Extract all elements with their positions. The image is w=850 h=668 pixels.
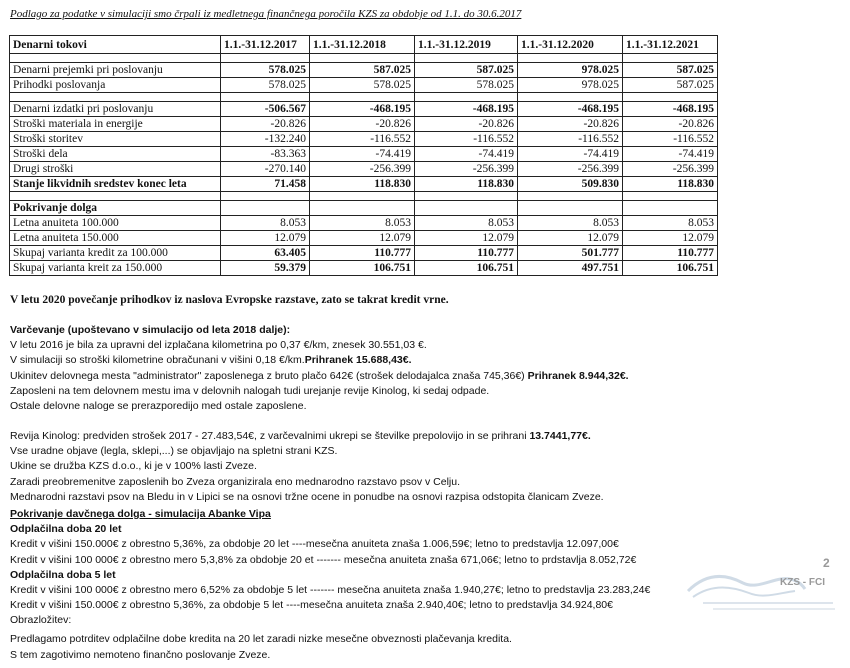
row-value: 8.053 (518, 216, 623, 231)
row-value: 12.079 (221, 231, 310, 246)
row-value: 12.079 (415, 231, 518, 246)
table-row (10, 216, 718, 231)
reason-line-1: Predlagamo potrditev odplačilne dobe kredita na 20 let zaradi nizke mesečne obveznosti plačevanja kredita. (10, 633, 512, 645)
spacer-cell (623, 93, 718, 102)
loans-period-20: Odplačilna doba 20 let (10, 523, 122, 536)
spacer-cell (221, 54, 310, 63)
spacer-cell (415, 93, 518, 102)
row-label: Pokrivanje dolga (10, 201, 221, 216)
revija-section (10, 429, 604, 505)
revija-line-3: Ukine se družba KZS d.o.o., ki je v 100% lasti Zveze. (10, 460, 257, 473)
spacer-row (10, 54, 718, 63)
revija-line-2: Vse uradne objave (legla, sklepi,...) se objavljajo na spletni strani KZS. (10, 445, 338, 458)
row-value: 578.025 (415, 78, 518, 93)
row-value: -74.419 (623, 147, 718, 162)
spacer-cell (623, 54, 718, 63)
row-value: -256.399 (623, 162, 718, 177)
spacer-cell (310, 93, 415, 102)
savings-saving-mileage: Prihranek 15.688,43€. (304, 354, 412, 367)
row-value: 509.830 (518, 177, 623, 192)
row-value: 106.751 (310, 261, 415, 276)
loan-line-4: Kredit v višini 150.000€ z obrestno 5,36%, za obdobje 5 let ----mesečna anuiteta znaša 2.940,40€; letno to predstavlja 34.924,80€ (10, 599, 613, 612)
spacer-row (10, 93, 718, 102)
row-value: 118.830 (415, 177, 518, 192)
reasons-heading: Obrazložitev: (10, 614, 72, 626)
row-value (310, 201, 415, 216)
table-row (10, 117, 718, 132)
row-value: -116.552 (415, 132, 518, 147)
table-row (10, 132, 718, 147)
row-value: -468.195 (623, 102, 718, 117)
loans-section (10, 507, 650, 613)
table-row (10, 231, 718, 246)
table-row (10, 147, 718, 162)
row-value: 118.830 (623, 177, 718, 192)
loan-line-2: Kredit v višini 100 000€ z obrestno mero 5,3,8% za obdobje 20 et ------- mesečna anuiteta znaša 671,06€; letno to prdstavlja 8.052,72€ (10, 553, 637, 566)
header-period-4: 1.1.-31.12.2020 (518, 36, 623, 54)
header-period-1: 1.1.-31.12.2017 (221, 36, 310, 54)
row-value: -116.552 (623, 132, 718, 147)
row-value: -20.826 (518, 117, 623, 132)
row-label: Denarni izdatki pri poslovanju (10, 102, 221, 117)
row-value: 118.830 (310, 177, 415, 192)
row-value: -256.399 (415, 162, 518, 177)
revija-line-1: Revija Kinolog: predviden strošek 2017 - 27.483,54€, z varčevalnimi ukrepi se številke prepolovijo in se prihrani 13.7441,77€. (10, 430, 591, 442)
savings-saving-admin: Prihranek 8.944,32€. (527, 369, 629, 382)
loans-period-5: Odplačilna doba 5 let (10, 568, 116, 581)
row-label: Denarni prejemki pri poslovanju (10, 63, 221, 78)
reason-line-2: S tem zagotivimo nemoteno finančno poslovanje Zveze. (10, 649, 271, 661)
row-label: Stroški dela (10, 147, 221, 162)
row-value: -132.240 (221, 132, 310, 147)
table-row (10, 63, 718, 78)
table-row (10, 102, 718, 117)
table-row (10, 177, 718, 192)
row-label: Drugi stroški (10, 162, 221, 177)
revija-line-4: Zaradi preobremenitve zaposlenih bo Zveza organizirala eno mednarodno razstavo psov v Celju. (10, 475, 460, 488)
savings-line-1: V letu 2016 je bila za upravni del izplačana kilometrina po 0,37 €/km, znesek 30.551,03 €. (10, 339, 427, 352)
spacer-cell (623, 192, 718, 201)
reasons-section (10, 612, 512, 663)
row-value: -256.399 (518, 162, 623, 177)
spacer-cell (221, 93, 310, 102)
row-value: 978.025 (518, 78, 623, 93)
revija-saving: 13.7441,77€. (529, 430, 591, 442)
row-label: Letna anuiteta 150.000 (10, 231, 221, 246)
savings-heading: Varčevanje (upoštevano v simulacijo od leta 2018 dalje): (10, 324, 291, 336)
row-label: Skupaj varianta kredit za 100.000 (10, 246, 221, 261)
loan-line-1: Kredit v višini 150.000€ z obrestno 5,36%, za obdobje 20 let ----mesečna anuiteta znaša 1.006,59€; letno to predstavlja 12.097,00€ (10, 538, 619, 551)
spacer-cell (10, 54, 221, 63)
row-value: -506.567 (221, 102, 310, 117)
row-label: Skupaj varianta kreit za 150.000 (10, 261, 221, 276)
spacer-cell (415, 54, 518, 63)
row-value: -74.419 (415, 147, 518, 162)
row-value: 12.079 (518, 231, 623, 246)
table-row (10, 261, 718, 276)
row-value: 578.025 (221, 78, 310, 93)
row-value: 12.079 (623, 231, 718, 246)
row-value: -74.419 (518, 147, 623, 162)
row-label: Stroški materiala in energije (10, 117, 221, 132)
document-subtitle: Podlago za podatke v simulaciji smo črpali iz medletnega finančnega poročila KZS za obdobje od 1.1. do 30.6.2017 (10, 8, 522, 20)
spacer-cell (415, 192, 518, 201)
row-value: -468.195 (518, 102, 623, 117)
header-period-2: 1.1.-31.12.2018 (310, 36, 415, 54)
row-value: 497.751 (518, 261, 623, 276)
savings-line-5: Ostale delovne naloge se prerazporedijo med ostale zaposlene. (10, 400, 307, 413)
row-value: -468.195 (415, 102, 518, 117)
row-label: Stanje likvidnih sredstev konec leta (10, 177, 221, 192)
row-value: -20.826 (310, 117, 415, 132)
row-label: Stroški storitev (10, 132, 221, 147)
table-row (10, 78, 718, 93)
row-value: 63.405 (221, 246, 310, 261)
row-value: -270.140 (221, 162, 310, 177)
savings-section (10, 323, 629, 414)
row-value: 71.458 (221, 177, 310, 192)
cashflow-table (9, 35, 718, 276)
row-value: 106.751 (623, 261, 718, 276)
spacer-row (10, 192, 718, 201)
spacer-cell (310, 54, 415, 63)
table-row (10, 162, 718, 177)
table-row (10, 201, 718, 216)
table-row (10, 246, 718, 261)
row-value: -83.363 (221, 147, 310, 162)
row-value: -116.552 (310, 132, 415, 147)
row-value: 978.025 (518, 63, 623, 78)
row-value: 587.025 (310, 63, 415, 78)
row-value: 110.777 (415, 246, 518, 261)
row-value: 587.025 (623, 63, 718, 78)
row-value: 578.025 (310, 78, 415, 93)
spacer-cell (518, 54, 623, 63)
row-value: 8.053 (310, 216, 415, 231)
row-value: -116.552 (518, 132, 623, 147)
header-period-5: 1.1.-31.12.2021 (623, 36, 718, 54)
spacer-cell (10, 192, 221, 201)
header-period-3: 1.1.-31.12.2019 (415, 36, 518, 54)
row-value: 587.025 (415, 63, 518, 78)
loans-heading: Pokrivanje davčnega dolga - simulacija Abanke Vipa (10, 508, 271, 520)
loan-line-3: Kredit v višini 100 000€ z obrestno mero 6,52% za obdobje 5 let ------- mesečna anuiteta znaša 1.940,27€; letno to predstavlja 23.283,24€ (10, 584, 651, 597)
row-value: -20.826 (415, 117, 518, 132)
row-value: 110.777 (623, 246, 718, 261)
row-value (221, 201, 310, 216)
row-value: -468.195 (310, 102, 415, 117)
row-value: 8.053 (415, 216, 518, 231)
row-value: -74.419 (310, 147, 415, 162)
revija-line-5: Mednarodni razstavi psov na Bledu in v Lipici se na osnovi tržne ocene in ponudbe na osnovi razpisa odstopita članicam Zveze. (10, 490, 604, 503)
table-header-row (10, 36, 718, 54)
row-value: -256.399 (310, 162, 415, 177)
page-number: 2 (823, 556, 830, 570)
savings-line-4: Zaposleni na tem delovnem mestu ima v delovnih nalogah tudi urejanje revije Kinolog, ki sedaj odpade. (10, 384, 490, 397)
spacer-cell (10, 93, 221, 102)
row-value: -20.826 (221, 117, 310, 132)
spacer-cell (518, 93, 623, 102)
savings-line-3: Ukinitev delovnega mesta "administrator" zaposlenega z bruto plačo 642€ (strošek delodajalca znaša 745,36€) Prihranek 8.944,32€. (10, 369, 629, 382)
row-value: 587.025 (623, 78, 718, 93)
row-value (518, 201, 623, 216)
row-value: 12.079 (310, 231, 415, 246)
row-value (623, 201, 718, 216)
row-label: Letna anuiteta 100.000 (10, 216, 221, 231)
savings-line-2: V simulaciji so stroški kilometrine obračunani v višini 0,18 €/km.Prihranek 15.688,43€. (10, 354, 412, 367)
row-value: 501.777 (518, 246, 623, 261)
spacer-cell (221, 192, 310, 201)
row-label: Prihodki poslovanja (10, 78, 221, 93)
spacer-cell (310, 192, 415, 201)
row-value (415, 201, 518, 216)
row-value: 8.053 (221, 216, 310, 231)
row-value: 110.777 (310, 246, 415, 261)
row-value: 578.025 (221, 63, 310, 78)
header-label: Denarni tokovi (10, 36, 221, 54)
spacer-cell (518, 192, 623, 201)
row-value: 59.379 (221, 261, 310, 276)
row-value: 8.053 (623, 216, 718, 231)
row-value: 106.751 (415, 261, 518, 276)
repayment-note: V letu 2020 povečanje prihodkov iz naslova Evropske razstave, zato se takrat kredit vrne. (10, 294, 449, 306)
row-value: -20.826 (623, 117, 718, 132)
logo-text: KZS - FCI (780, 577, 825, 588)
